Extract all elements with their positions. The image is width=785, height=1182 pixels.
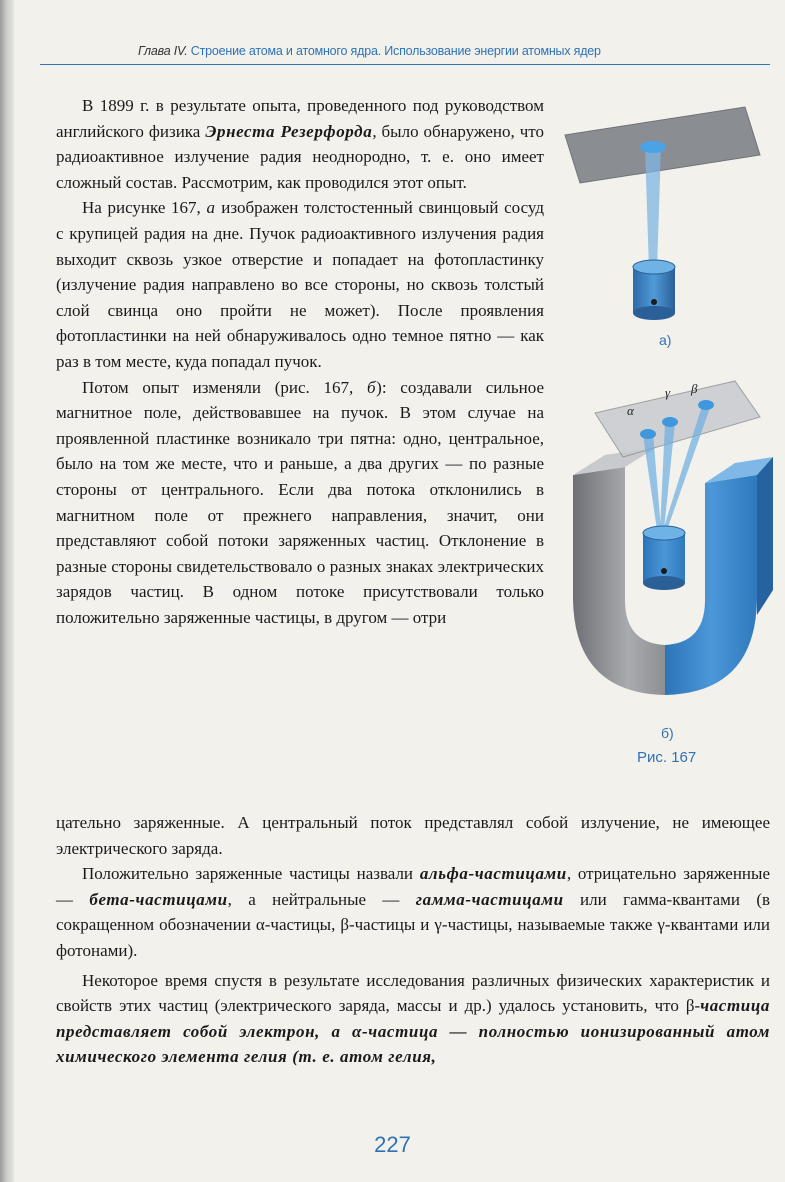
- p4-text-d: или гамма-квантами (в сокращенном обозначении α-частицы, β-частицы и γ-частицы, называемые также γ-квантами или фотонами).: [56, 889, 771, 960]
- page-number: 227: [374, 1132, 411, 1157]
- rutherford-name: Эрнеста Резерфорда: [205, 121, 373, 141]
- term-beta: бета-частицами: [89, 889, 228, 909]
- p3-text-b: ): создавали сильное магнитное поле, действовавшее на пучок. В этом случае на проявленной пластинке возникало три пятна: одно, центральное, было на том же месте, что и раньше, а два других — по разные стороны от центрального. Если два потока отклонились в магнитном поле от прежнего направления, значит, они представляют собой потоки заряженных частиц. Отклонение в разные стороны свидетельствовало о разных знаках электрических зарядов частиц. В одном потоке присутствовали только положительно заряженные частицы, в другом — отри: [56, 377, 544, 627]
- p2-text-b: изображен толстостенный свинцовый сосуд с крупицей радия на дне. Пучок радиоактивного излучения радия выходит сквозь узкое отверстие и попадает на фотопластинку (излучение радия направлено во все стороны, но сквозь толстый слой свинца оно пройти не может). После проявления фотопластинки на ней обнаруживалось одно темное пятно — как раз в том месте, куда попадал пучок.: [56, 198, 544, 371]
- magnet-blue-side: [757, 457, 773, 615]
- term-alpha: альфа-частицами: [419, 864, 567, 884]
- term-gamma: гамма-частицами: [415, 889, 564, 909]
- running-header: [138, 44, 768, 58]
- radium-grain-a: [651, 299, 657, 305]
- book-spine-shadow: [0, 0, 14, 1182]
- chapter-label: Глава IV.: [138, 44, 188, 58]
- figure-b-label: б): [661, 725, 674, 741]
- paragraph-4: [56, 861, 770, 963]
- paragraph-3: [56, 375, 544, 631]
- beam-a: [645, 147, 661, 270]
- p1-text-a: В 1899 г. в результате опыта, проведенного под руководством английского физика: [56, 96, 544, 141]
- paragraph-1: [56, 93, 544, 195]
- gamma-symbol: γ: [665, 385, 671, 400]
- text-column-wide: [56, 810, 770, 1070]
- beta-spot: [698, 400, 714, 410]
- alpha-spot: [640, 429, 656, 439]
- p2-text-a: На рисунке 167,: [82, 198, 207, 218]
- p3-text-a: Потом опыт изменяли (рис. 167,: [82, 377, 368, 397]
- p4-text-a: Положительно заряженные частицы назвали: [82, 864, 420, 884]
- p1-text-b: , было обнаружено, что радиоактивное излучение радия неоднородно, т. е. оно имеет сложный состав. Рассмотрим, как проводился этот опыт.: [56, 121, 544, 192]
- p2-letter: а: [206, 198, 216, 218]
- figure-167b-illustration: [565, 375, 777, 720]
- lead-vessel-a-top: [633, 260, 675, 274]
- radium-grain-b: [661, 568, 667, 574]
- p5-italic: частица представляет собой электрон, а α-частица — полностью ионизированный атом химического элемента гелия (т. е. атом гелия,: [56, 996, 770, 1067]
- lead-vessel-b-bottom: [643, 576, 685, 590]
- p4-text-c: , а нейтральные —: [227, 889, 416, 909]
- p3-letter: б: [367, 377, 377, 397]
- paragraph-5: [56, 968, 770, 1070]
- spot-a: [640, 141, 666, 153]
- paragraph-3-continued: цательно заряженные. А центральный поток представлял собой излучение, не имеющее электрического заряда.: [56, 813, 770, 858]
- paragraph-2: [56, 195, 544, 374]
- header-rule: [40, 64, 770, 65]
- lead-vessel-a-bottom: [633, 306, 675, 320]
- alpha-symbol: α: [627, 403, 634, 418]
- p4-text-b: , отрицательно заряженные —: [56, 864, 770, 909]
- figure-167a-illustration: [555, 95, 765, 335]
- text-column-narrow: [56, 93, 544, 630]
- figure-caption: Рис. 167: [637, 749, 697, 766]
- figure-a-label: а): [659, 332, 672, 348]
- alpha-beam: [643, 433, 661, 530]
- beta-symbol: β: [691, 381, 698, 396]
- photoplate-b: [595, 381, 760, 457]
- gamma-spot: [662, 417, 678, 427]
- lead-vessel-b-top: [643, 526, 685, 540]
- p5-text-a: Некоторое время спустя в результате исследования различных физических характеристик и свойств этих частиц (электрического заряда, массы и др.) удалось установить, что β-: [56, 970, 770, 1016]
- chapter-title: Строение атома и атомного ядра. Использование энергии атомных ядер: [190, 44, 601, 58]
